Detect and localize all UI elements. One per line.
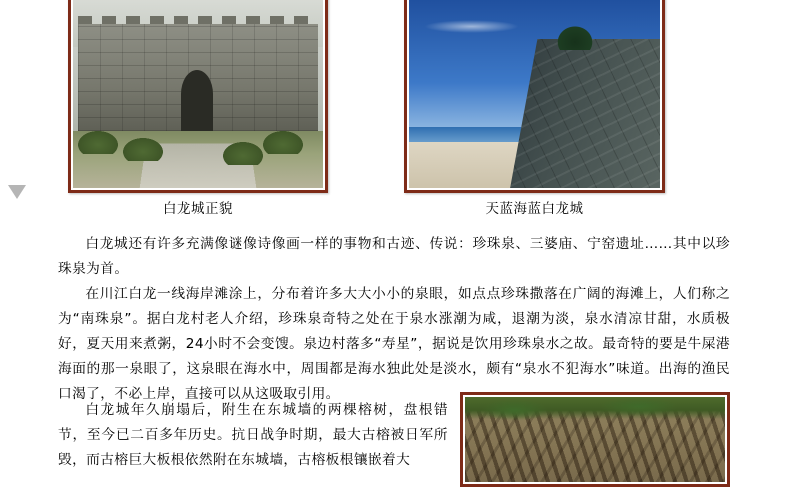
figure-frame: [404, 0, 665, 193]
figure-row: [0, 0, 790, 228]
article-body-lower: [58, 398, 448, 473]
paragraph: 白龙城年久崩塌后，附生在东城墙的两棵榕树，盘根错节，至今已二百多年历史。抗日战争时期，最大古榕被日军所毁，而古榕巨大板根依然附在东城墙，古榕板根镶嵌着大: [58, 402, 448, 468]
figure-banyan-roots: [460, 392, 730, 487]
fortress-wall-photo: [73, 0, 323, 188]
paragraph: 在川江白龙一线海岸滩涂上，分布着许多大大小小的泉眼，如点点珍珠撒落在广阔的海滩上，人们称之为“南珠泉”。据白龙村老人介绍，珍珠泉奇特之处在于泉水涨潮为咸，退潮为淡，泉水清凉甘甜，水质极好，夏天用来煮粥，24小时不会变馊。泉边村落多“寿星”，据说是饮用珍珠泉水之故。最奇特的要是牛屎港海面的那一泉眼了，这泉眼在海水中，周围都是海水独此处是淡水，颇有“泉水不犯海水”味道。出海的渔民口渴了，不必上岸，直接可以从这吸取引用。: [58, 286, 730, 402]
figure-fortress-wall: [68, 0, 328, 217]
paragraph: 白龙城还有许多充满像谜像诗像画一样的事物和古迹、传说：珍珠泉、三婆庙、宁窑遗址……其中以珍珠泉为首。: [58, 236, 730, 277]
blue-sea-wall-photo: [409, 0, 660, 188]
article-body: [58, 232, 730, 407]
figure-blue-sea-wall: [404, 0, 665, 217]
figure-frame: [460, 392, 730, 487]
figure-frame: [68, 0, 328, 193]
figure-caption: 白龙城正貌: [163, 201, 233, 217]
figure-caption: 天蓝海蓝白龙城: [485, 201, 584, 217]
banyan-roots-photo: [465, 397, 725, 482]
